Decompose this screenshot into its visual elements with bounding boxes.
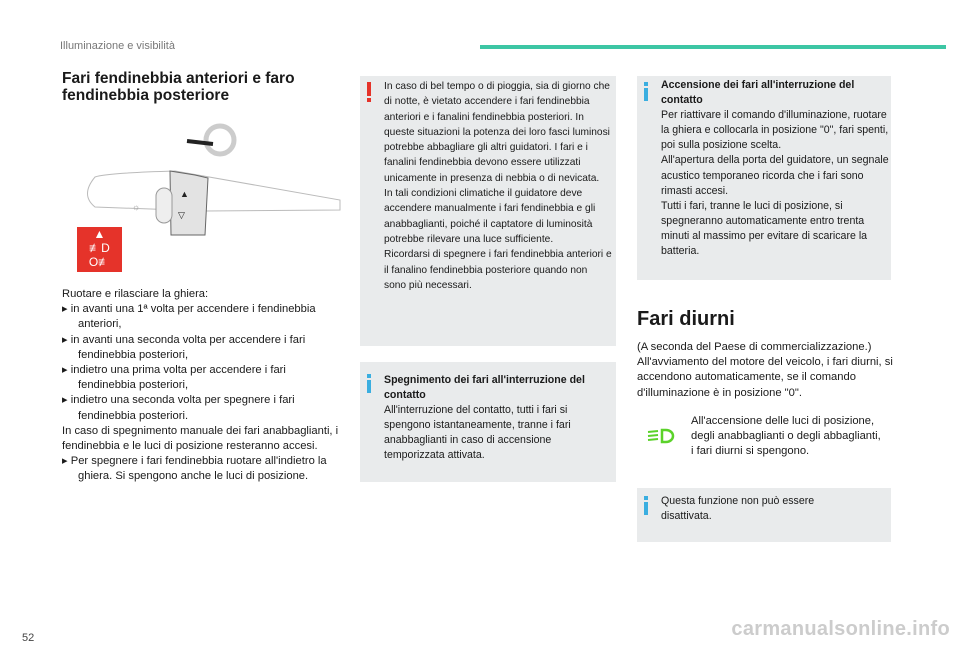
fog-lights-title: Fari fendinebbia anteriori e faro fendinebbia posteriore [62, 70, 295, 104]
info-title: Spegnimento dei fari all'interruzione del contatto [384, 374, 585, 402]
svg-text:☼: ☼ [132, 202, 141, 212]
list-item: ▸ Per spegnere i fari fendinebbia ruotare all'indietro la ghiera. Si spengono anche le luci di posizione. [62, 455, 327, 483]
lighting-stalk-illustration [75, 115, 345, 245]
info-icon [644, 496, 648, 515]
list-item: ▸ in avanti una seconda volta per accendere i fari fendinebbia posteriori, [62, 333, 306, 361]
info-icon [644, 82, 648, 101]
paragraph: In caso di spegnimento manuale dei fari anabbaglianti, i fendinebbia e le luci di posizione resteranno accesi. [62, 424, 339, 453]
info-box-ignition-on [637, 76, 891, 280]
list-item: ▸ in avanti una 1ª volta per accendere i fendinebbia anteriori, [62, 303, 316, 331]
fog-instructions [62, 287, 342, 485]
warning-icon [367, 82, 371, 104]
drl-paragraph: (A seconda del Paese di commercializzazione.) All'avviamento del motore del veicolo, i fari diurni, si accendono automaticamente, se il comando d'illuminazione è in posizione "0". [637, 341, 893, 399]
intro-text: Ruotare e rilasciare la ghiera: [62, 288, 209, 300]
info-box-ignition-off [360, 362, 616, 482]
svg-text:▽: ▽ [178, 210, 185, 220]
section-header: Illuminazione e visibilità [60, 40, 175, 52]
list-item: ▸ indietro una seconda volta per spegnere i fari fendinebbia posteriori. [62, 394, 295, 422]
info-text: All'interruzione del contatto, tutti i fari si spengono istantaneamente, tranne i fari anabbaglianti in caso di accensione temporizzata attivata. [384, 404, 571, 462]
fog-light-icon: ▲ ≢D Ο≢ ▽ [77, 227, 122, 272]
warning-box [360, 76, 616, 346]
warning-text: In caso di bel tempo o di pioggia, sia di giorno che di notte, è vietato accendere i fari fendinebbia anteriori e i fanalini fendinebbia posteriori. In queste situazioni la potenza dei loro fasci luminosi potrebbe abbagliare gli altri guidatori. I fari e i fanalini fendinebbia devono essere utilizzati unicamente in presenza di nebbia o di nevicata. In tali condizioni climatiche il guidatore deve accendere manualmente i fari fendinebbia e gli anabbaglianti, poiché il captatore di luminosità potrebbe rilevare una luce sufficiente. Ricordarsi di spegnere i fari fendinebbia anteriori e il fanalino fendinebbia posteriore quando non sono più necessari. [384, 81, 612, 291]
daytime-running-light-icon [647, 428, 675, 444]
info-icon [367, 374, 371, 393]
drl-title: Fari diurni [637, 308, 735, 330]
svg-text:▲: ▲ [180, 189, 189, 199]
page-number: 52 [22, 632, 35, 644]
info-title: Accensione dei fari all'interruzione del contatto [661, 79, 855, 107]
info-box-note [637, 488, 891, 542]
header-accent-bar [480, 45, 946, 49]
info-text: Per riattivare il comando d'illuminazione, ruotare la ghiera e collocarla in posizione "0", fari spenti, poi sulla posizione scelta. All'apertura della porta del guidatore, un segnale acustico temporaneo ricorda che i fari sono rimasti accesi. Tutti i fari, tranne le luci di posizione, si spegneranno automaticamente entro trenta minuti al massimo per evitare di scaricare la batteria. [661, 109, 889, 258]
watermark: carmanualsonline.info [731, 618, 950, 640]
note-text: Questa funzione non può essere disattivata. [661, 495, 815, 523]
drl-icon-text: All'accensione delle luci di posizione, degli anabbaglianti o degli abbaglianti, i fari diurni si spengono. [691, 415, 881, 458]
list-item: ▸ indietro una prima volta per accendere i fari fendinebbia posteriori, [62, 364, 286, 392]
